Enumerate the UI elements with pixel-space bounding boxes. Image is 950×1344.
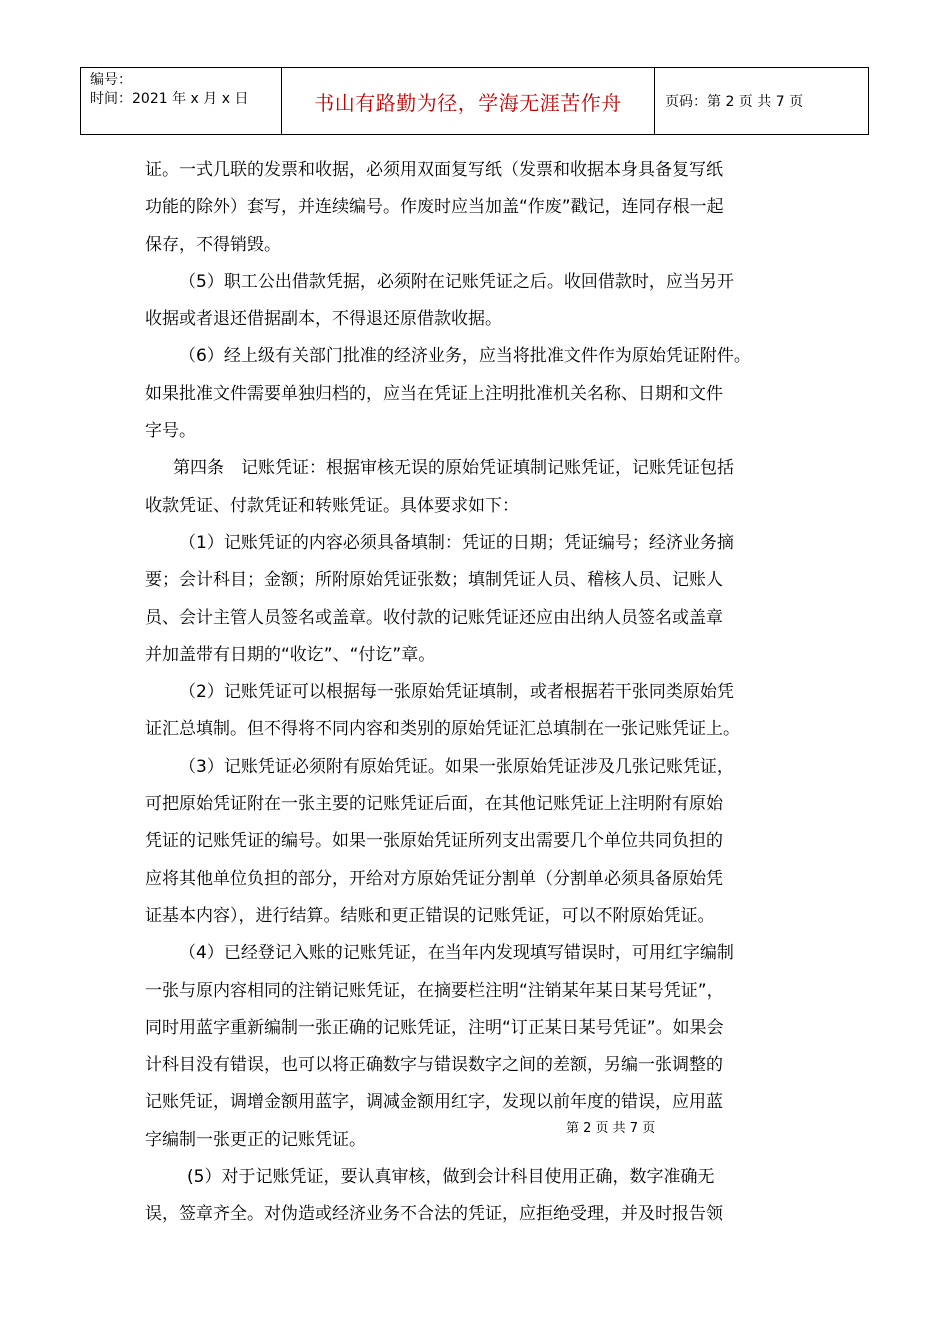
slogan: 书山有路勤为径，学海无涯苦作舟: [314, 90, 622, 115]
body-line: 要；会计科目；金额；所附原始凭证张数；填制凭证人员、稽核人员、记账人: [145, 570, 723, 591]
body-line: 凭证的记账凭证的编号。如果一张原始凭证所列支出需要几个单位共同负担的: [145, 831, 723, 852]
body-line: 员、会计主管人员签名或盖章。收付款的记账凭证还应由出纳人员签名或盖章: [145, 607, 723, 628]
footer-page-number: 第 2 页 共 7 页: [566, 1121, 656, 1136]
header-table: [80, 67, 869, 135]
body-line: （2）记账凭证可以根据每一张原始凭证填制，或者根据若干张同类原始凭: [179, 682, 734, 703]
body-line: 一张与原内容相同的注销记账凭证，在摘要栏注明“注销某年某日某号凭证”，: [145, 980, 724, 1001]
document-body: [145, 152, 809, 1234]
body-line: 应将其他单位负担的部分，开给对方原始凭证分割单（分割单必须具备原始凭: [145, 868, 723, 889]
body-line: 保存，不得销毁。: [145, 234, 281, 255]
body-line: 同时用蓝字重新编制一张正确的记账凭证，注明“订正某日某号凭证”。如果会: [145, 1017, 724, 1038]
body-line: 可把原始凭证附在一张主要的记账凭证后面，在其他记账凭证上注明附有原始: [145, 794, 723, 815]
document-date: 时间：2021 年 x 月 x 日: [90, 91, 249, 107]
header-page-cell: [655, 68, 868, 134]
body-line: 字编制一张更正的记账凭证。: [145, 1129, 366, 1150]
body-line: 证。一式几联的发票和收据，必须用双面复写纸（发票和收据本身具备复写纸: [145, 160, 723, 180]
body-line: 证汇总填制。但不得将不同内容和类别的原始凭证汇总填制在一张记账凭证上。: [145, 719, 740, 740]
body-line: （1）记账凭证的内容必须具备填制：凭证的日期；凭证编号；经济业务摘: [179, 532, 734, 553]
body-line: 收款凭证、付款凭证和转账凭证。具体要求如下：: [145, 495, 519, 516]
body-line: 字号。: [145, 421, 196, 442]
body-line: 收据或者退还借据副本，不得退还原借款收据。: [145, 309, 502, 330]
header-meta-cell: [81, 68, 282, 134]
body-line: 误，签章齐全。对伪造或经济业务不合法的凭证，应拒绝受理，并及时报告领: [145, 1204, 723, 1225]
body-line: （4）已经登记入账的记账凭证，在当年内发现填写错误时，可用红字编制: [179, 943, 734, 964]
article-heading-line: 第四条 记账凭证：根据审核无误的原始凭证填制记账凭证，记账凭证包括: [173, 458, 734, 479]
body-line: （6）经上级有关部门批准的经济业务，应当将批准文件作为原始凭证附件。: [179, 346, 751, 367]
header-page-label: 页码：第 2 页 共 7 页: [665, 94, 804, 110]
body-line: 并加盖带有日期的“收讫”、“付讫”章。: [145, 644, 436, 665]
header-slogan-cell: [282, 68, 655, 134]
body-line: (5）对于记账凭证，要认真审核，做到会计科目使用正确，数字准确无: [187, 1167, 715, 1188]
body-line: 证基本内容），进行结算。结账和更正错误的记账凭证，可以不附原始凭证。: [145, 905, 715, 926]
body-line: 计科目没有错误，也可以将正确数字与错误数字之间的差额，另编一张调整的: [145, 1055, 723, 1076]
body-line: 功能的除外）套写，并连续编号。作废时应当加盖“作废”戳记，连同存根一起: [145, 197, 724, 218]
body-line: （5）职工公出借款凭据，必须附在记账凭证之后。收回借款时，应当另开: [179, 271, 734, 292]
body-line: （3）记账凭证必须附有原始凭证。如果一张原始凭证涉及几张记账凭证，: [179, 756, 734, 777]
body-line: 如果批准文件需要单独归档的，应当在凭证上注明批准机关名称、日期和文件: [145, 383, 723, 404]
document-code: 编号：: [90, 72, 132, 88]
body-line: 记账凭证，调增金额用蓝字，调减金额用红字，发现以前年度的错误，应用蓝: [145, 1092, 723, 1113]
